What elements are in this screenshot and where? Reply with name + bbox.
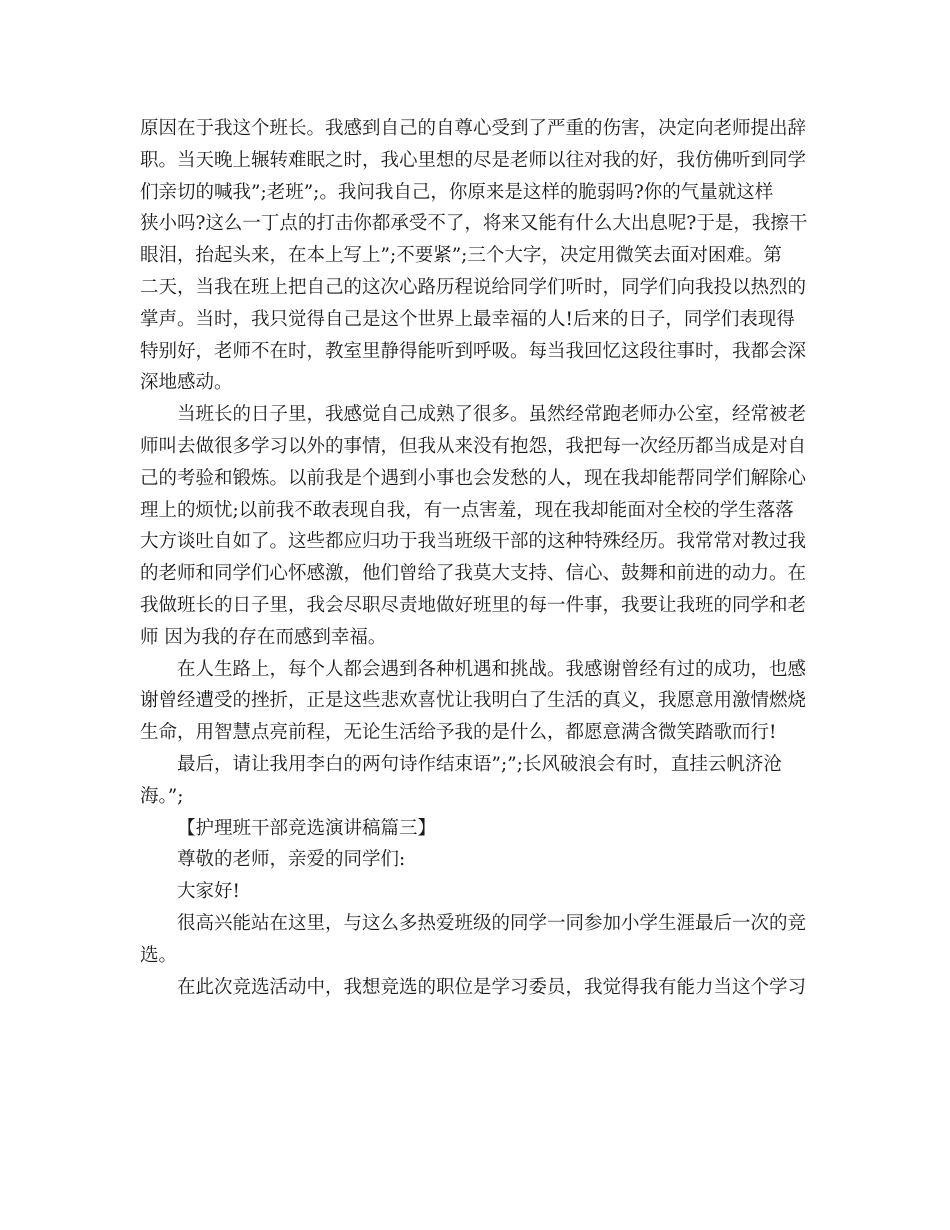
section-heading [140,813,820,845]
text-line: 己的考验和锻炼。以前我是个遇到小事也会发愁的人，现在我却能帮同学们解除心 [140,467,807,489]
text-line: 职。当天晚上辗转难眠之时，我心里想的尽是老师以往对我的好，我仿佛听到同学 [140,149,807,171]
text-line: 师 因为我的存在而感到幸福。 [140,626,387,648]
text-line: 二天，当我在班上把自己的这次心路历程说给同学们听时，同学们向我投以热烈的 [140,276,807,298]
text-line: 谢曾经遭受的挫折，正是这些悲欢喜忧让我明白了生活的真义，我愿意用激情燃烧 [140,690,807,712]
paragraph-2 [140,399,820,653]
text-line: 在人生路上，每个人都会遇到各种机遇和挑战。我感谢曾经有过的成功，也感 [177,658,807,680]
text-line: 眼泪，抬起头来，在本上写上”;不要紧”;三个大字，决定用微笑去面对困难。第 [140,245,782,267]
text-line: 选。 [140,944,178,966]
text-line: 海。”; [140,785,184,807]
text-line: 理上的烦忧;以前我不敢表现自我，有一点害羞，现在我却能面对全校的学生落落 [140,499,794,521]
text-line: 狭小吗?这么一丁点的打击你都承受不了，将来又能有什么大出息呢?于是，我擦干 [140,213,808,235]
text-line: 尊敬的老师，亲爱的同学们: [177,849,406,871]
text-line: 很高兴能站在这里，与这么多热爱班级的同学一同参加小学生涯最后一次的竞 [177,912,807,934]
paragraph-9 [140,972,820,1004]
text-line: 师叫去做很多学习以外的事情，但我从来没有抱怨，我把每一次经历都当成是对自 [140,435,807,457]
text-line: 深地感动。 [140,372,233,394]
document-body [140,113,820,1003]
text-line: 当班长的日子里，我感觉自己成熟了很多。虽然经常跑老师办公室，经常被老 [177,404,807,426]
text-line: 们亲切的喊我”;老班”;。我问我自己，你原来是这样的脆弱吗?你的气量就这样 [140,181,774,203]
paragraph-8 [140,908,820,972]
text-line: 最后，请让我用李白的两句诗作结束语”;”;长风破浪会有时，直挂云帆济沧 [177,753,782,775]
text-line: 我做班长的日子里，我会尽职尽责地做好班里的每一件事，我要让我班的同学和老 [140,594,807,616]
text-line: 特别好，老师不在时，教室里静得能听到呼吸。每当我回忆这段往事时，我都会深 [140,340,807,362]
paragraph-4 [140,749,820,813]
section-title: 【护理班干部竞选演讲稿篇三】 [177,817,437,839]
text-line: 掌声。当时，我只觉得自己是这个世界上最幸福的人!后来的日子，同学们表现得 [140,308,795,330]
text-line: 在此次竞选活动中，我想竞选的职位是学习委员，我觉得我有能力当这个学习 [177,976,807,998]
text-line: 的老师和同学们心怀感激，他们曾给了我莫大支持、信心、鼓舞和前进的动力。在 [140,563,807,585]
greeting [140,876,820,908]
salutation [140,844,820,876]
paragraph-1 [140,113,820,399]
text-line: 生命，用智慧点亮前程，无论生活给予我的是什么，都愿意满含微笑踏歌而行! [140,722,777,744]
text-line: 原因在于我这个班长。我感到自己的自尊心受到了严重的伤害，决定向老师提出辞 [140,118,807,139]
text-line: 大方谈吐自如了。这些都应归功于我当班级干部的这种特殊经历。我常常对教过我 [140,531,807,553]
paragraph-3 [140,654,820,749]
text-line: 大家好! [177,881,240,903]
